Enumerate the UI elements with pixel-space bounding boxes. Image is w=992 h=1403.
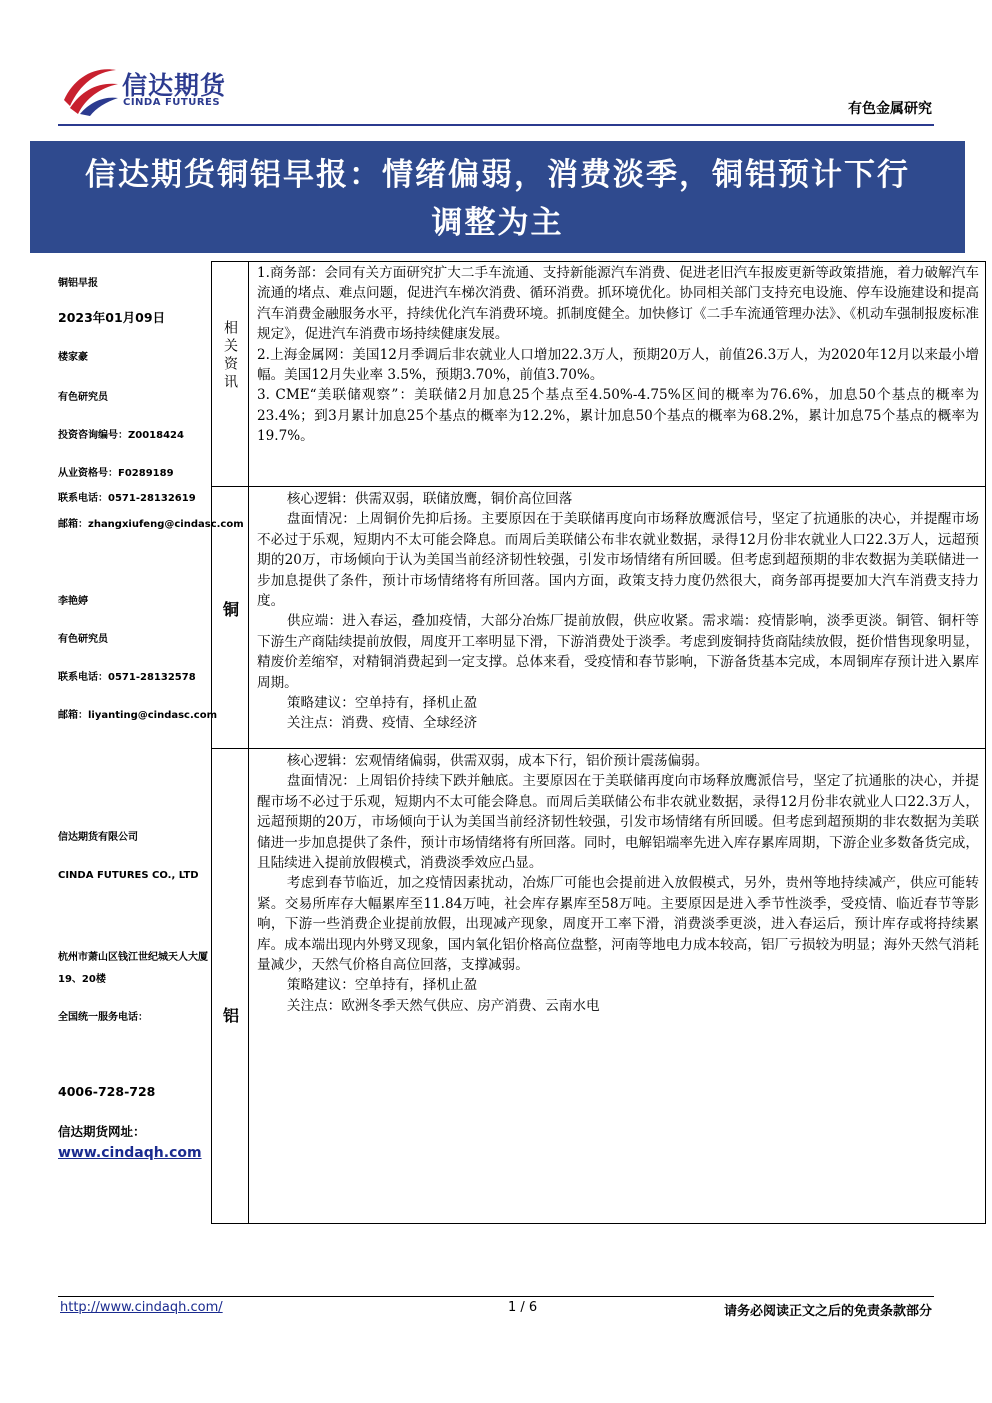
analyst-1-license: 投资咨询编号：Z0018424 — [58, 430, 184, 441]
copper-supply-demand: 供应端：进入春运，叠加疫情，大部分冶炼厂提前放假，供应收紧。需求端：疫情影响，淡季更淡。铜管、铜杆等下游生产商陆续提前放假，周度开工率明显下滑，下游消费处于淡季。考虑到废铜持货商陆续放假，挺价惜售现象明显，精废价差缩窄，对精铜消费起到一定支撑。总体来看，受疫情和春节影响，下游备货基本完成，本周铜库存预计进入累库周期。 — [257, 613, 979, 691]
analyst-1-name: 楼家豪 — [58, 352, 88, 363]
company-name-cn: 信达期货有限公司 — [58, 832, 138, 843]
logo-text-en: CINDA FUTURES — [123, 97, 221, 108]
company-logo — [60, 60, 250, 116]
analyst-2-role: 有色研究员 — [58, 634, 108, 645]
analyst-2-email[interactable]: 邮箱：liyanting@cindasc.com — [58, 710, 218, 721]
aluminum-supply-demand: 考虑到春节临近，加之疫情因素扰动，冶炼厂可能也会提前进入放假模式，另外，贵州等地持续减产，供应可能转紧。交易所库存大幅累库至11.84万吨，社会库存累库至58万吨。主要原因是进入季节性淡季，受疫情、临近春节等影响，下游一些消费企业提前放假，出现减产现象，周度开工率下滑，消费淡季更淡，进入春运后，预计库存或将持续累库。成本端出现内外劈叉现象，国内氧化铝价格高位盘整，河南等地电力成本较高，铝厂亏损较为明显；海外天然气消耗量减少，天然气价格自高位回落，支撑减弱。 — [257, 875, 979, 974]
aluminum-section-label: 铝 — [222, 1006, 239, 1025]
title-line-2: 调整为主 — [431, 205, 564, 241]
footer-divider — [58, 1296, 934, 1297]
news-item-3: 3. CME“美联储观察”：美联储2月加息25个基点至4.50%-4.75%区间的概率为76.6%，加息50个基点的概率为23.4%；到3月累计加息25个基点的概率为12.2%，累计加息50个基点的概率为68.2%，累计加息75个基点的概率为19.7%。 — [257, 387, 979, 445]
copper-core-logic: 核心逻辑：供需双弱，联储放鹰，铜价高位回落 — [286, 491, 573, 507]
news-item-2: 2.上海金属网：美国12月季调后非农就业人口增加22.3万人，预期20万人，前值26.3万人，为2020年12月以来最小增幅。美国12月失业率 3.5%，预期3.70%，前值3.70%。 — [257, 346, 979, 384]
aluminum-market: 盘面情况：上周铝价持续下跌并触底。主要原因在于美联储再度向市场释放鹰派信号，坚定了抗通胀的决心，并提醒市场不必过于乐观，短期内不太可能会降息。而周后美联储公布非农就业数据，录得12月份非农就业人口22.3万人，远超预期的20万，市场倾向于认为美国当前经济韧性较强，引发市场情绪有所回暖。但考虑到超预期的非农数据为美联储进一步加息提供了条件，预计市场情绪将有所回落。同时，电解铝端率先进入库存累库周期，下游企业多数备货完成，且陆续进入提前放假模式，消费淡季效应凸显。 — [257, 773, 979, 872]
report-category: 有色金属研究 — [848, 101, 932, 117]
news-label-text: 相关资讯 — [222, 320, 238, 392]
hotline-number: 4006-728-728 — [58, 1084, 156, 1099]
news-body — [257, 263, 979, 447]
analyst-1-phone: 联系电话：0571-28132619 — [58, 493, 196, 504]
copper-focus: 关注点：消费、疫情、全球经济 — [286, 715, 478, 732]
copper-market: 盘面情况：上周铜价先抑后扬。主要原因在于美联储再度向市场释放鹰派信号，坚定了抗通胀的决心，并提醒市场不必过于乐观，短期内不太可能会降息。而周后美联储公布非农就业数据，录得12月份非农就业人口22.3万人，远超预期的20万，市场倾向于认为美国当前经济韧性较强，引发市场情绪有所回暖。但考虑到超预期的非农数据为美联储进一步加息提供了条件，预计市场情绪将有所回落。国内方面，政策支持力度仍然很大，商务部再提要加大汽车消费支持力度。 — [257, 511, 979, 610]
report-date: 2023年01月09日 — [58, 310, 166, 325]
aluminum-focus: 关注点：欧洲冬季天然气供应、房产消费、云南水电 — [286, 997, 600, 1014]
header-divider — [58, 124, 934, 126]
analyst-1-qualification: 从业资格号：F0289189 — [58, 468, 174, 479]
logo-text-cn: 信达期货 — [122, 71, 227, 100]
news-label-cell — [211, 261, 249, 487]
company-name-en: CINDA FUTURES CO., LTD — [58, 870, 199, 881]
page-number: 1 / 6 — [508, 1300, 538, 1315]
hotline-label: 全国统一服务电话： — [58, 1012, 148, 1023]
aluminum-content-cell — [248, 748, 986, 1224]
aluminum-strategy: 策略建议：空单持有，择机止盈 — [286, 977, 478, 994]
news-section-label — [212, 320, 248, 392]
analyst-1-email[interactable]: 邮箱：zhangxiufeng@cindasc.com — [58, 519, 244, 530]
aluminum-label-cell — [211, 748, 249, 1224]
content-table — [211, 261, 986, 1224]
title-banner — [30, 141, 965, 253]
news-content-cell — [248, 261, 986, 487]
news-item-1: 1.商务部：会同有关方面研究扩大二手车流通、支持新能源汽车消费、促进老旧汽车报废更新等政策措施，着力破解汽车流通的堵点、难点问题，促进汽车梯次消费、循环消费。抓环境优化。协同相关部门支持充电设施、停车设施建设和提高汽车消费金融服务水平，持续优化汽车消费环境。抓制度健全。加快修订《二手车流通管理办法》、《机动车强制报废标准规定》，促进汽车消费市场持续健康发展。 — [257, 265, 979, 343]
copper-section-label: 铜 — [222, 600, 239, 619]
copper-strategy: 策略建议：空单持有，择机止盈 — [286, 695, 478, 712]
analyst-1-role: 有色研究员 — [58, 392, 108, 403]
copper-body — [257, 489, 979, 734]
footer-disclaimer: 请务必阅读正文之后的免责条款部分 — [723, 1304, 932, 1319]
copper-label-cell — [211, 486, 249, 749]
address-line-1: 杭州市萧山区钱江世纪城天人大厦 — [58, 952, 208, 963]
address-line-2: 19、20楼 — [58, 974, 106, 985]
website-label: 信达期货网址： — [58, 1124, 146, 1139]
website-link[interactable]: www.cindaqh.com — [58, 1145, 202, 1161]
aluminum-body — [257, 751, 979, 1016]
analyst-2-phone: 联系电话：0571-28132578 — [58, 672, 196, 683]
aluminum-core-logic: 核心逻辑：宏观情绪偏弱，供需双弱，成本下行，铝价预计震荡偏弱。 — [286, 753, 709, 769]
copper-content-cell — [248, 486, 986, 749]
title-line-1: 信达期货铜铝早报：情绪偏弱，消费淡季，铜铝预计下行 — [85, 157, 910, 193]
logo-swoosh-icon — [60, 60, 120, 116]
analyst-2-name: 李艳婷 — [58, 596, 88, 607]
report-type: 铜铝早报 — [58, 278, 98, 289]
footer-website-link[interactable]: http://www.cindaqh.com/ — [60, 1300, 223, 1315]
